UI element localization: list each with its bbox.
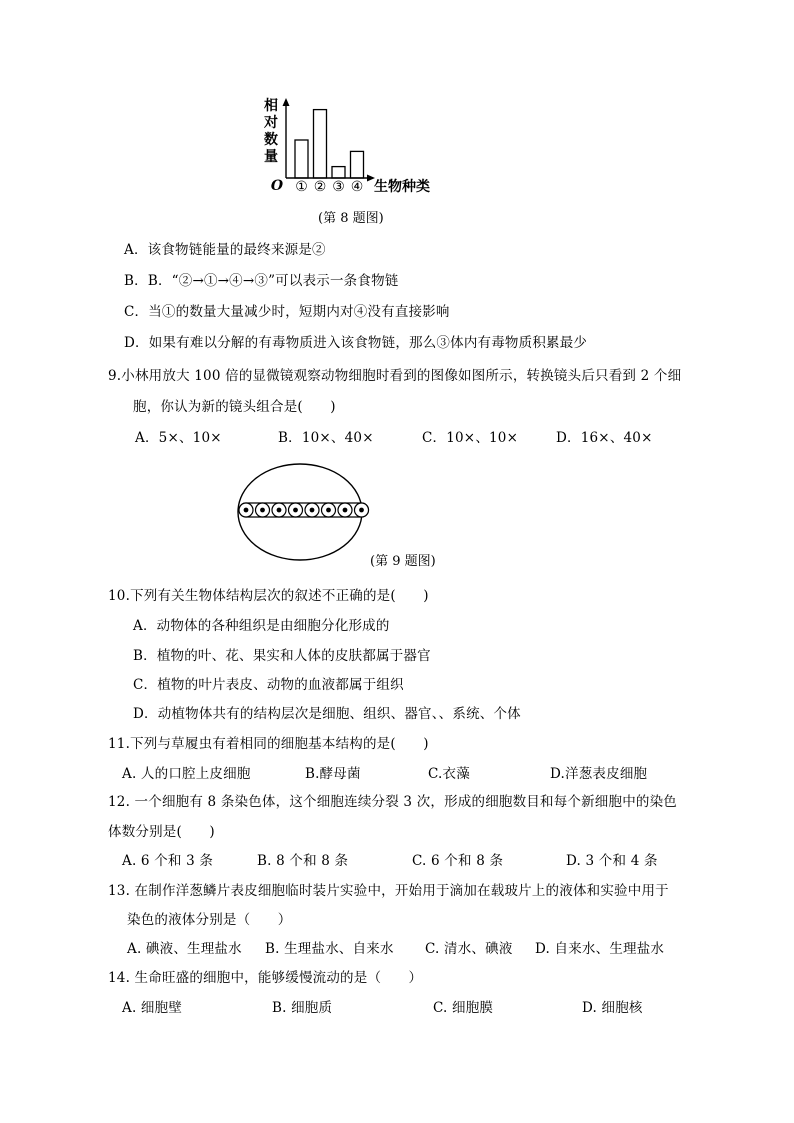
y-axis-arrow-icon — [283, 98, 290, 106]
q12-option-a: A. 6 个和 3 条 — [122, 853, 214, 869]
q9-stem-line1: 9.小林用放大 100 倍的显微镜观察动物细胞时看到的图像如图所示，转换镜头后只看到 2 个细 — [108, 368, 682, 384]
figure8-tick-labels — [295, 179, 363, 195]
figure8-caption: (第 8 题图) — [318, 211, 384, 226]
q12-option-c: C. 6 个和 8 条 — [412, 853, 504, 869]
q11-option-c: C.衣藻 — [428, 766, 470, 782]
q9-option-c: C．10×、10× — [422, 430, 519, 446]
q14-option-b: B. 细胞质 — [272, 1000, 333, 1016]
q9-option-d: D．16×、40× — [556, 430, 653, 446]
q14-option-d: D. 细胞核 — [582, 1000, 643, 1016]
q8-option-d: D．如果有难以分解的有毒物质进入该食物链，那么③体内有毒物质积累最少 — [124, 335, 588, 351]
cell-nucleus-1 — [244, 508, 249, 513]
q13-stem-line1: 13. 在制作洋葱鳞片表皮细胞临时装片实验中，开始用于滴加在载玻片上的液体和实验中用于 — [108, 883, 669, 899]
cell-nucleus-5 — [310, 508, 315, 513]
q11-option-a: A. 人的口腔上皮细胞 — [122, 766, 251, 782]
q10-option-b: B．植物的叶、花、果实和人体的皮肤都属于器官 — [133, 648, 431, 664]
cell-nucleus-6 — [326, 508, 331, 513]
q9-option-a: A．5×、10× — [135, 430, 222, 446]
q12-option-b: B. 8 个和 8 条 — [257, 853, 349, 869]
q13-option-c: C. 清水、碘液 — [425, 941, 513, 957]
figure8-bars — [295, 110, 364, 178]
q14-option-a: A. 细胞壁 — [122, 1000, 183, 1016]
figure9-caption: (第 9 题图) — [370, 554, 436, 569]
q14-option-c: C. 细胞膜 — [433, 1000, 494, 1016]
y-label-char-2: 数 — [264, 132, 278, 148]
tick-label-4: ④ — [350, 179, 364, 195]
cell-nucleus-3 — [277, 508, 282, 513]
y-label-char-1: 对 — [264, 115, 278, 131]
q9-option-b: B．10×、40× — [278, 430, 374, 446]
q8-option-a: A．该食物链能量的最终来源是② — [124, 242, 326, 258]
bar-2 — [314, 110, 327, 178]
q12-option-d: D. 3 个和 4 条 — [566, 853, 658, 869]
tick-label-2: ② — [313, 179, 327, 195]
cell-nucleus-4 — [293, 508, 298, 513]
x-label: 生物种类 — [374, 179, 430, 195]
y-label-char-0: 相 — [264, 98, 278, 114]
q13-option-d: D. 自来水、生理盐水 — [535, 941, 665, 957]
cell-nucleus-2 — [260, 508, 265, 513]
q14-stem: 14. 生命旺盛的细胞中，能够缓慢流动的是（ ） — [108, 970, 423, 986]
tick-label-3: ③ — [332, 179, 345, 195]
q11-stem: 11.下列与草履虫有着相同的细胞基本结构的是( ) — [108, 736, 429, 752]
q13-option-b: B. 生理盐水、自来水 — [265, 941, 394, 957]
q12-stem-line2: 体数分别是( ) — [108, 824, 215, 840]
bar-4 — [351, 151, 364, 178]
q10-stem: 10.下列有关生物体结构层次的叙述不正确的是( ) — [108, 588, 429, 604]
q10-option-d: D．动植物体共有的结构层次是细胞、组织、器官、、系统、个体 — [133, 706, 521, 722]
q8-option-c: C．当①的数量大量减少时，短期内对④没有直接影响 — [124, 304, 450, 320]
origin-label: O — [270, 178, 284, 194]
q8-option-b: B．B．“②→①→④→③”可以表示一条食物链 — [124, 273, 399, 289]
y-label-char-3: 量 — [264, 149, 278, 165]
bar-3 — [332, 167, 345, 178]
cell-row — [239, 503, 369, 517]
figure8-chart — [255, 92, 455, 198]
cell-nucleus-8 — [359, 508, 364, 513]
q10-option-a: A．动物体的各种组织是由细胞分化形成的 — [133, 618, 390, 634]
figure9-microscope-field — [232, 462, 372, 564]
q9-stem-line2: 胞，你认为新的镜头组合是( ) — [133, 399, 336, 415]
q13-stem-line2: 染色的液体分别是（ ） — [127, 912, 292, 928]
tick-label-1: ① — [295, 179, 308, 195]
bar-1 — [295, 140, 308, 178]
q11-option-b: B.酵母菌 — [305, 766, 361, 782]
q13-option-a: A. 碘液、生理盐水 — [127, 941, 242, 957]
cell-nucleus-7 — [343, 508, 348, 513]
q10-option-c: C．植物的叶片表皮、动物的血液都属于组织 — [133, 677, 404, 693]
q12-stem-line1: 12. 一个细胞有 8 条染色体，这个细胞连续分裂 3 次，形成的细胞数目和每个新细胞中的染色 — [108, 794, 678, 810]
q11-option-d: D.洋葱表皮细胞 — [550, 766, 648, 782]
